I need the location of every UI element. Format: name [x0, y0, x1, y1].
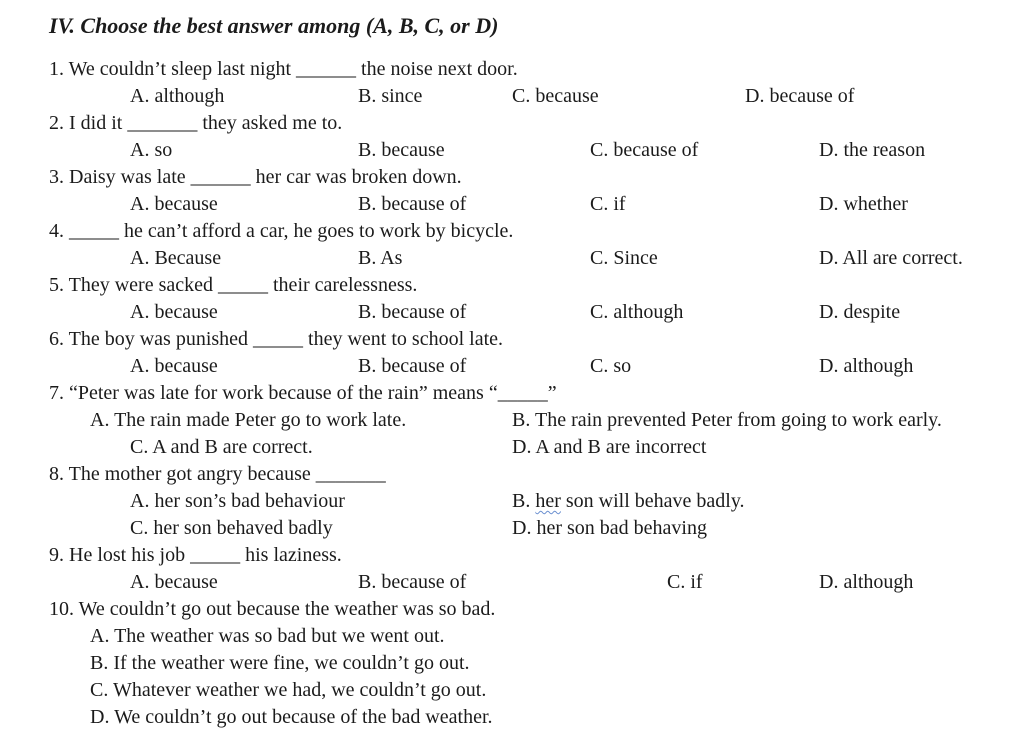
question-3-option-b: B. because of: [358, 193, 467, 215]
question-4-option-d: D. All are correct.: [819, 247, 963, 269]
question-7-option-a: A. The rain made Peter go to work late.: [90, 409, 407, 431]
question-9-option-c: C. if: [667, 571, 703, 593]
question-10-option-a: A. The weather was so bad but we went out.: [90, 625, 445, 647]
question-8-option-b: B. her son will behave badly.: [512, 490, 745, 512]
question-9-option-a: A. because: [130, 571, 218, 593]
question-3-stem: 3. Daisy was late ______ her car was broken down.: [49, 166, 462, 188]
spellcheck-marked-word: her: [535, 490, 561, 512]
question-4-option-c: C. Since: [590, 247, 658, 269]
question-7-stem: 7. “Peter was late for work because of the rain” means “_____”: [49, 382, 557, 404]
question-6-option-a: A. because: [130, 355, 218, 377]
question-8-option-d: D. her son bad behaving: [512, 517, 707, 539]
question-2-option-a: A. so: [130, 139, 173, 161]
question-4-stem: 4. _____ he can’t afford a car, he goes to work by bicycle.: [49, 220, 514, 242]
question-7-option-c: C. A and B are correct.: [130, 436, 313, 458]
question-9-option-b: B. because of: [358, 571, 467, 593]
question-1-option-c: C. because: [512, 85, 599, 107]
question-1-stem: 1. We couldn’t sleep last night ______ the noise next door.: [49, 58, 518, 80]
question-10-option-d: D. We couldn’t go out because of the bad weather.: [90, 706, 493, 728]
question-6-stem: 6. The boy was punished _____ they went to school late.: [49, 328, 504, 350]
question-7-option-b: B. The rain prevented Peter from going to work early.: [512, 409, 942, 431]
question-3-option-a: A. because: [130, 193, 218, 215]
question-2-option-b: B. because: [358, 139, 445, 161]
section-heading: IV. Choose the best answer among (A, B, C, or D): [49, 13, 499, 38]
question-1-option-b: B. since: [358, 85, 423, 107]
question-10-option-b: B. If the weather were fine, we couldn’t go out.: [90, 652, 470, 674]
question-9-stem: 9. He lost his job _____ his laziness.: [49, 544, 342, 566]
question-8-option-a: A. her son’s bad behaviour: [130, 490, 345, 512]
question-3-option-d: D. whether: [819, 193, 908, 215]
question-1-option-a: A. although: [130, 85, 225, 107]
question-9-option-d: D. although: [819, 571, 914, 593]
question-5-option-c: C. although: [590, 301, 684, 323]
question-6-option-b: B. because of: [358, 355, 467, 377]
question-1-option-d: D. because of: [745, 85, 855, 107]
question-5-stem: 5. They were sacked _____ their carelessness.: [49, 274, 418, 296]
question-2-option-c: C. because of: [590, 139, 699, 161]
question-10-option-c: C. Whatever weather we had, we couldn’t go out.: [90, 679, 487, 701]
question-6-option-d: D. although: [819, 355, 914, 377]
question-2-stem: 2. I did it _______ they asked me to.: [49, 112, 343, 134]
question-5-option-b: B. because of: [358, 301, 467, 323]
question-10-stem: 10. We couldn’t go out because the weather was so bad.: [49, 598, 496, 620]
question-4-option-b: B. As: [358, 247, 403, 269]
question-3-option-c: C. if: [590, 193, 626, 215]
question-4-option-a: A. Because: [130, 247, 222, 269]
question-6-option-c: C. so: [590, 355, 632, 377]
question-8-stem: 8. The mother got angry because _______: [49, 463, 386, 485]
question-7-option-d: D. A and B are incorrect: [512, 436, 707, 458]
question-5-option-a: A. because: [130, 301, 218, 323]
question-5-option-d: D. despite: [819, 301, 901, 323]
question-2-option-d: D. the reason: [819, 139, 926, 161]
question-8-option-c: C. her son behaved badly: [130, 517, 333, 539]
